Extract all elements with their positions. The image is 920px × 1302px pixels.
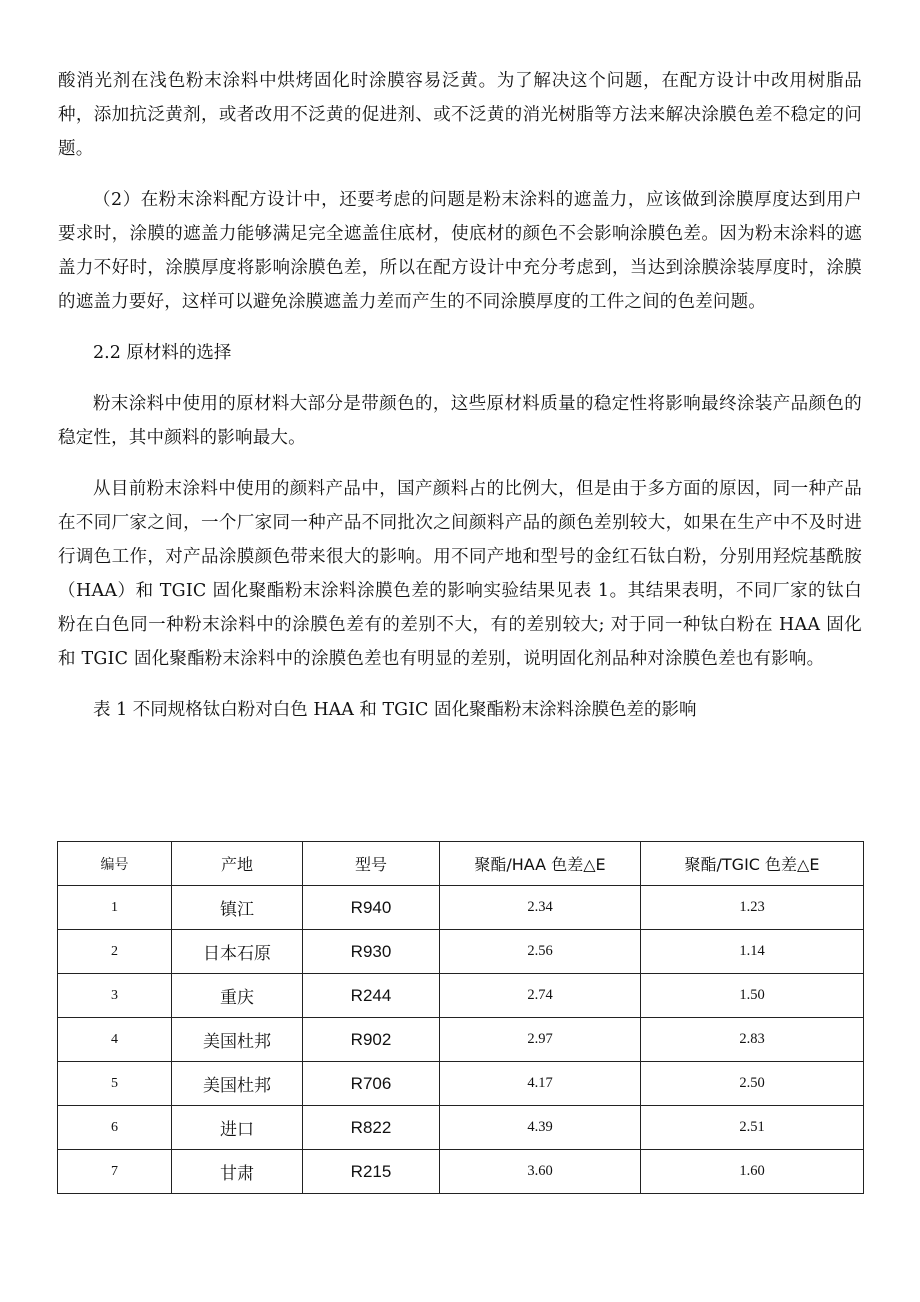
cell-haa: 4.39 xyxy=(440,1106,641,1150)
cell-haa: 2.34 xyxy=(440,886,641,930)
cell-tgic: 1.14 xyxy=(641,930,864,974)
header-haa-delta-e: 聚酯/HAA 色差△E xyxy=(440,842,641,886)
paragraph-3: 粉末涂料中使用的原材料大部分是带颜色的，这些原材料质量的稳定性将影响最终涂装产品颜色的稳定性，其中颜料的影响最大。 xyxy=(58,394,862,448)
table-row xyxy=(58,886,864,930)
section-heading: 2.2 原材料的选择 xyxy=(93,343,232,363)
cell-number: 1 xyxy=(58,886,172,930)
table-row xyxy=(58,1018,864,1062)
cell-model: R244 xyxy=(303,974,440,1018)
table-caption: 表 1 不同规格钛白粉对白色 HAA 和 TGIC 固化聚酯粉末涂料涂膜色差的影响 xyxy=(93,700,697,720)
cell-number: 6 xyxy=(58,1106,172,1150)
cell-origin: 重庆 xyxy=(172,974,303,1018)
paragraph-4: 从目前粉末涂料中使用的颜料产品中，国产颜料占的比例大，但是由于多方面的原因，同一种产品在不同厂家之间，一个厂家同一种产品不同批次之间颜料产品的颜色差别较大，如果在生产中不及时进行调色工作，对产品涂膜颜色带来很大的影响。用不同产地和型号的金红石钛白粉，分别用羟烷基酰胺（HAA）和 TGIC 固化聚酯粉末涂料涂膜色差的影响实验结果见表 1。其结果表明，不同厂家的钛白粉在白色同一种粉末涂料中的涂膜色差有的差别不大，有的差别较大; 对于同一种钛白粉在 HAA 固化和 TGIC 固化聚酯粉末涂料中的涂膜色差也有明显的差别，说明固化剂品种对涂膜色差也有影响。 xyxy=(58,479,862,669)
cell-number: 7 xyxy=(58,1150,172,1194)
cell-model: R940 xyxy=(303,886,440,930)
paragraph-1: 酸消光剂在浅色粉末涂料中烘烤固化时涂膜容易泛黄。为了解决这个问题，在配方设计中改用树脂品种，添加抗泛黄剂，或者改用不泛黄的促进剂、或不泛黄的消光树脂等方法来解决涂膜色差不稳定的问题。 xyxy=(58,71,862,159)
cell-origin: 美国杜邦 xyxy=(172,1062,303,1106)
table-row xyxy=(58,1106,864,1150)
paragraph-2: （2）在粉末涂料配方设计中，还要考虑的问题是粉末涂料的遮盖力，应该做到涂膜厚度达到用户要求时，涂膜的遮盖力能够满足完全遮盖住底材，使底材的颜色不会影响涂膜色差。因为粉末涂料的遮盖力不好时，涂膜厚度将影响涂膜色差，所以在配方设计中充分考虑到，当达到涂膜涂装厚度时，涂膜的遮盖力要好，这样可以避免涂膜遮盖力差而产生的不同涂膜厚度的工件之间的色差问题。 xyxy=(58,190,862,312)
cell-origin: 日本石原 xyxy=(172,930,303,974)
cell-origin: 美国杜邦 xyxy=(172,1018,303,1062)
cell-tgic: 2.50 xyxy=(641,1062,864,1106)
header-tgic-delta-e: 聚酯/TGIC 色差△E xyxy=(641,842,864,886)
cell-number: 4 xyxy=(58,1018,172,1062)
header-origin: 产地 xyxy=(172,842,303,886)
cell-tgic: 2.83 xyxy=(641,1018,864,1062)
cell-tgic: 2.51 xyxy=(641,1106,864,1150)
cell-number: 3 xyxy=(58,974,172,1018)
data-table xyxy=(57,841,864,1194)
cell-haa: 3.60 xyxy=(440,1150,641,1194)
header-number: 编号 xyxy=(58,842,172,886)
table-row xyxy=(58,974,864,1018)
cell-number: 2 xyxy=(58,930,172,974)
cell-model: R902 xyxy=(303,1018,440,1062)
cell-tgic: 1.50 xyxy=(641,974,864,1018)
cell-haa: 2.56 xyxy=(440,930,641,974)
cell-model: R930 xyxy=(303,930,440,974)
cell-number: 5 xyxy=(58,1062,172,1106)
table-row xyxy=(58,1062,864,1106)
cell-model: R822 xyxy=(303,1106,440,1150)
cell-haa: 2.97 xyxy=(440,1018,641,1062)
cell-tgic: 1.60 xyxy=(641,1150,864,1194)
cell-origin: 甘肃 xyxy=(172,1150,303,1194)
cell-haa: 2.74 xyxy=(440,974,641,1018)
cell-model: R706 xyxy=(303,1062,440,1106)
cell-origin: 进口 xyxy=(172,1106,303,1150)
table-row xyxy=(58,1150,864,1194)
table-row xyxy=(58,930,864,974)
cell-tgic: 1.23 xyxy=(641,886,864,930)
cell-origin: 镇江 xyxy=(172,886,303,930)
table-header-row xyxy=(58,842,864,886)
cell-haa: 4.17 xyxy=(440,1062,641,1106)
document-page xyxy=(58,64,862,727)
cell-model: R215 xyxy=(303,1150,440,1194)
header-model: 型号 xyxy=(303,842,440,886)
